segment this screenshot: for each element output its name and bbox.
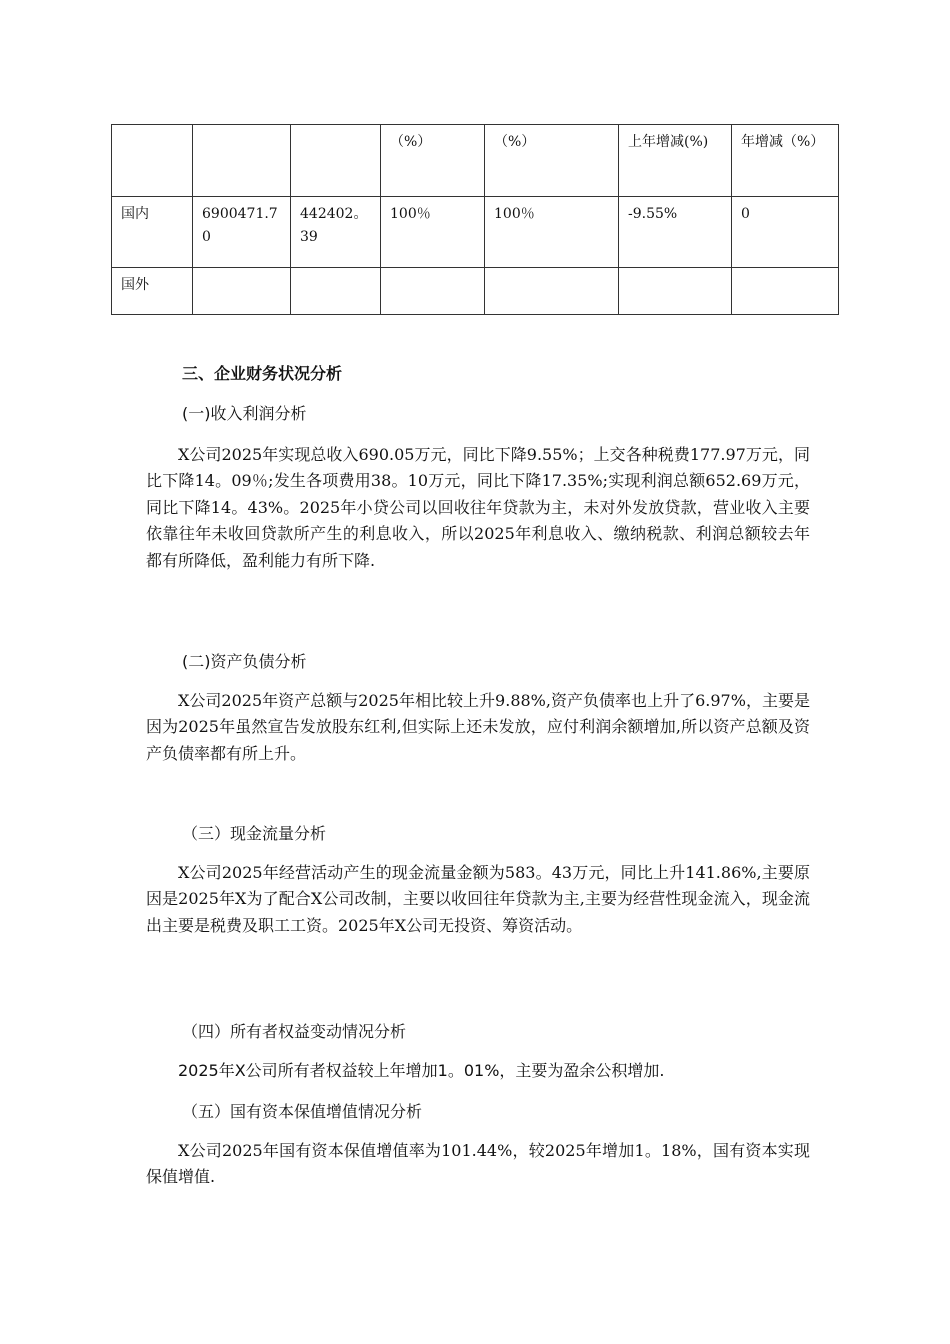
table-cell (485, 268, 619, 315)
market-table (111, 124, 839, 315)
paragraph-assets: X公司2025年资产总额与2025年相比较上升9.88%,资产负债率也上升了6.97%，主要是因为2025年虽然宣告发放股东红利,但实际上还未发放，应付利润余额增加,所以资产总额及资产负债率都有所上升。 (146, 691, 810, 763)
section-heading: 三、企业财务状况分析 (182, 364, 343, 383)
table-cell (619, 268, 732, 315)
paragraph-income: X公司2025年实现总收入690.05万元，同比下降9.55%；上交各种税费177.97万元，同比下降14。09％;发生各项费用38。10万元，同比下降17.35%;实现利润总额652.69万元，同比下降14。43%。2025年小贷公司以回收往年贷款为主，未对外发放贷款，营业收入主要依靠往年未收回贷款所产生的利息收入，所以2025年利息收入、缴纳税款、利润总额较去年都有所降低，盈利能力有所下降. (146, 445, 810, 570)
table-cell: 上年增减(%) (619, 125, 732, 197)
subsection-heading-assets: (二)资产负债分析 (182, 652, 307, 671)
table-cell (291, 268, 381, 315)
table-row (112, 197, 839, 268)
subsection-heading-cashflow: （三）现金流量分析 (182, 824, 327, 843)
paragraph-cashflow: X公司2025年经营活动产生的现金流量金额为583。43万元，同比上升141.86%,主要原因是2025年X为了配合X公司改制，主要以收回往年贷款为主,主要为经营性现金流入，现金流出主要是税费及职工工资。2025年X公司无投资、筹资活动。 (146, 863, 810, 935)
table-cell (112, 125, 193, 197)
subsection-heading-income: (一)收入利润分析 (182, 404, 307, 423)
subsection-heading-capital: （五）国有资本保值增值情况分析 (182, 1102, 423, 1121)
table-row (112, 268, 839, 315)
table-cell (193, 268, 291, 315)
table-cell: 年增减（%） (732, 125, 839, 197)
table-cell: 100％ (381, 197, 485, 268)
table-cell: 100％ (485, 197, 619, 268)
table-cell: 442402。39 (291, 197, 381, 268)
table-cell: 国内 (112, 197, 193, 268)
subsection-heading-equity: （四）所有者权益变动情况分析 (182, 1022, 407, 1041)
table-row (112, 125, 839, 197)
table-cell (381, 268, 485, 315)
table-cell: 6900471.70 (193, 197, 291, 268)
table-cell: （%） (381, 125, 485, 197)
paragraph-capital: X公司2025年国有资本保值增值率为101.44%，较2025年增加1。18%，国有资本实现保值增值. (146, 1141, 810, 1187)
table-cell: 0 (732, 197, 839, 268)
table-cell: （%） (485, 125, 619, 197)
table-cell: 国外 (112, 268, 193, 315)
paragraph-equity: 2025年X公司所有者权益较上年增加1。01%，主要为盈余公积增加. (178, 1061, 665, 1080)
table-cell (291, 125, 381, 197)
table-cell (193, 125, 291, 197)
table-cell (732, 268, 839, 315)
table-cell: -9.55% (619, 197, 732, 268)
